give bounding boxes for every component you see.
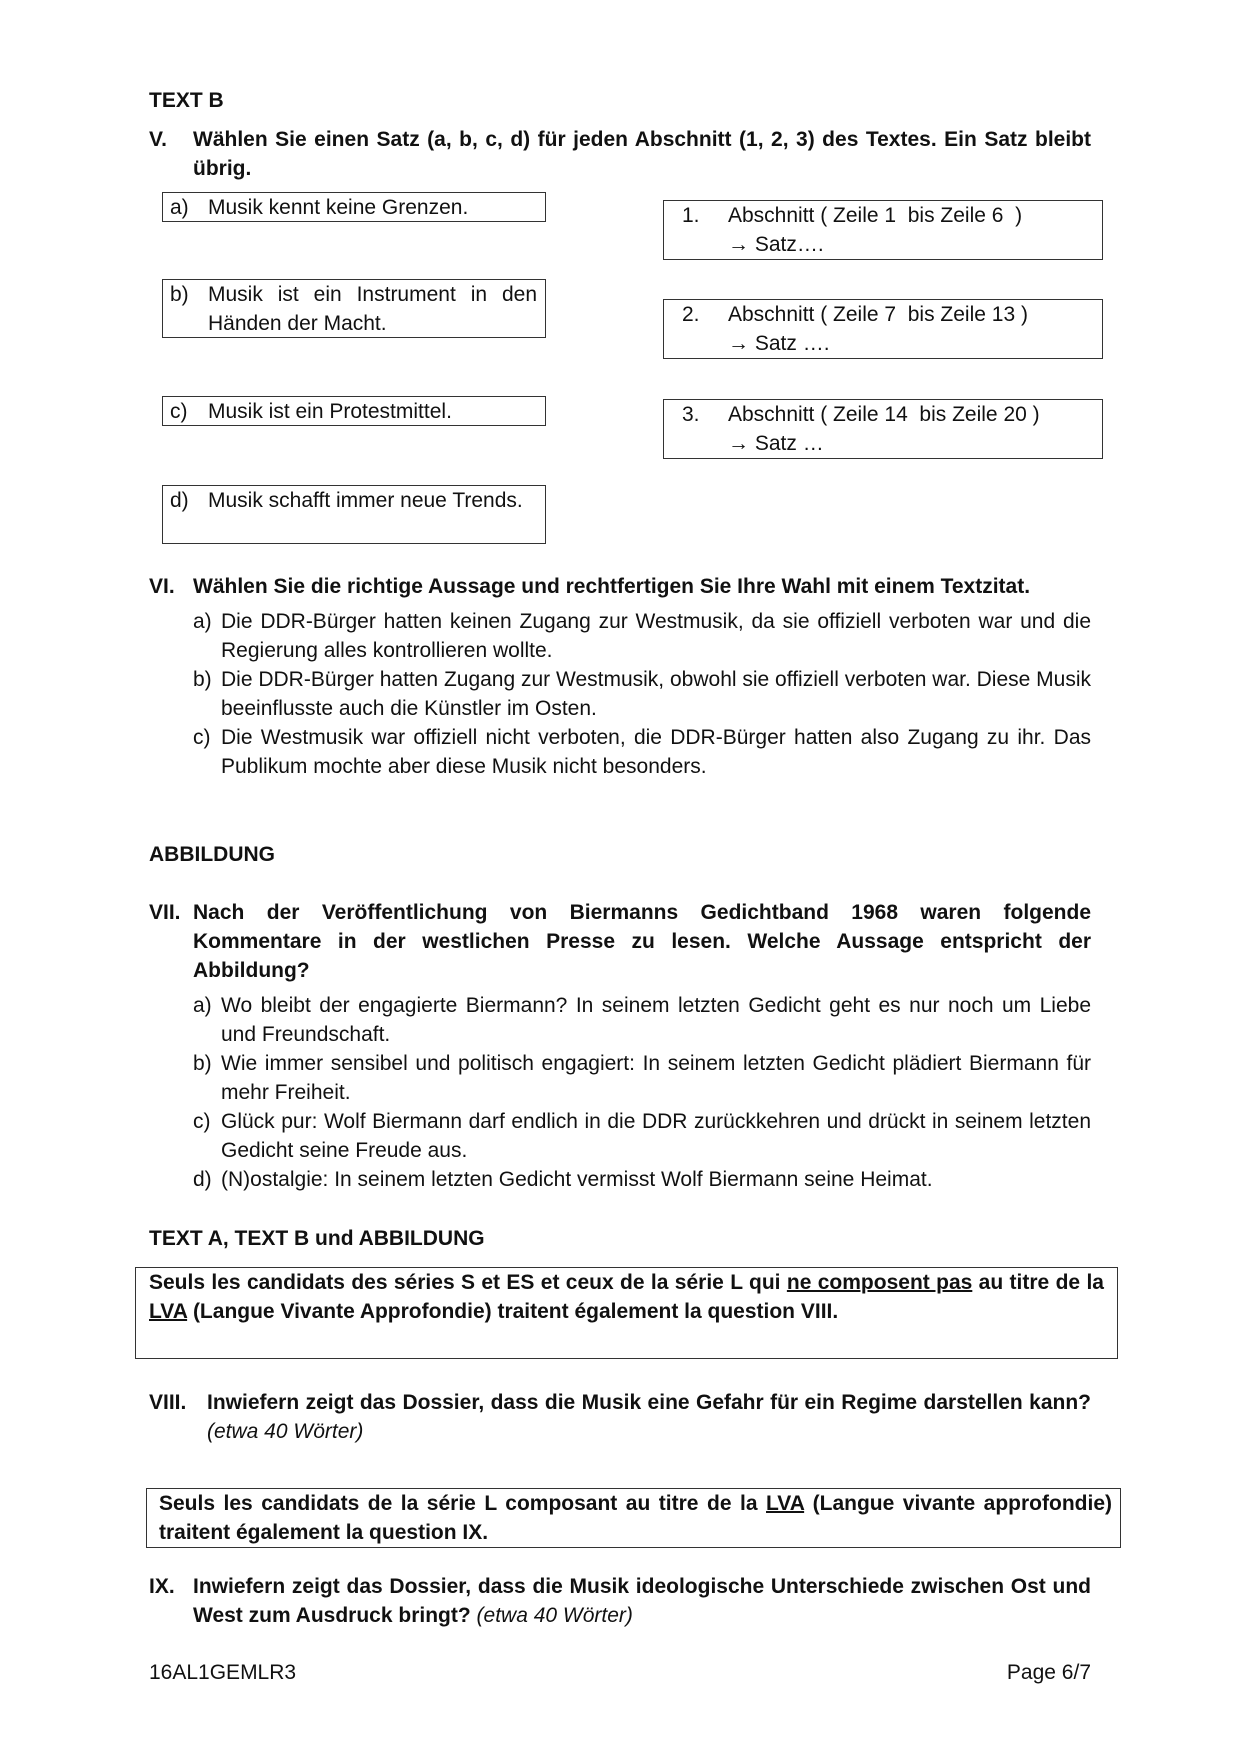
section-box-3 <box>663 399 1103 459</box>
section-box-2 <box>663 299 1103 359</box>
sentence-letter: a) <box>170 196 189 219</box>
section-heading-abbildung: ABBILDUNG <box>149 843 275 866</box>
footer-page-number: Page 6/7 <box>1006 1661 1091 1684</box>
option-list <box>193 607 1091 781</box>
option-letter: c) <box>193 726 211 749</box>
option-text: (N)ostalgie: In seinem letzten Gedicht vermisst Wolf Biermann seine Heimat. <box>221 1168 933 1191</box>
question-7 <box>149 898 1091 1194</box>
sentence-letter: c) <box>170 400 188 423</box>
question-text: Inwiefern zeigt das Dossier, dass die Musik ideologische Unterschiede zwischen Ost und West zum Ausdruck bringt? <box>193 1575 1091 1627</box>
question-text: Wählen Sie die richtige Aussage und rechtfertigen Sie Ihre Wahl mit einem Textzitat. <box>193 575 1031 598</box>
option-text: Die DDR-Bürger hatten Zugang zur Westmusik, obwohl sie offiziell verboten war. Diese Musik beeinflusste auch die Künstler im Osten. <box>221 668 1091 720</box>
sentence-box-a <box>162 192 546 222</box>
sentence-letter: b) <box>170 283 189 306</box>
section-heading-all: TEXT A, TEXT B und ABBILDUNG <box>149 1227 485 1250</box>
sentence-text: Musik ist ein Protestmittel. <box>208 400 452 423</box>
note-underlined-text: LVA <box>766 1492 805 1515</box>
question-number: V. <box>149 128 167 151</box>
sentence-text: Musik kennt keine Grenzen. <box>208 196 469 219</box>
option-a[interactable] <box>193 607 1091 665</box>
option-c[interactable] <box>193 723 1091 781</box>
question-number: VI. <box>149 575 175 598</box>
section-heading-text-b: TEXT B <box>149 89 224 112</box>
section-answer-field[interactable]: → Satz …. <box>728 332 830 355</box>
option-letter: d) <box>193 1168 212 1191</box>
option-text: Die Westmusik war offiziell nicht verboten, die DDR-Bürger hatten also Zugang zu ihr. Das Publikum mochte aber diese Musik nicht besonders. <box>221 726 1091 778</box>
question-9 <box>149 1572 1091 1630</box>
question-text: Nach der Veröffentlichung von Biermanns Gedichtband 1968 waren folgende Kommentare in der westlichen Presse zu lesen. Welche Aussage entspricht der Abbildung? <box>193 901 1091 982</box>
question-number: VIII. <box>149 1391 187 1414</box>
instruction-note-q9 <box>146 1488 1121 1548</box>
section-answer-field[interactable]: → Satz…. <box>728 233 824 256</box>
option-d[interactable] <box>193 1165 1091 1194</box>
question-5 <box>149 125 1091 183</box>
option-letter: a) <box>193 994 212 1017</box>
section-number: 1. <box>682 204 700 227</box>
section-range: Abschnitt ( Zeile 1 bis Zeile 6 ) <box>728 204 1023 227</box>
word-count-hint: (etwa 40 Wörter) <box>476 1604 633 1627</box>
option-b[interactable] <box>193 665 1091 723</box>
word-count-hint: (etwa 40 Wörter) <box>207 1420 364 1443</box>
sentence-box-d <box>162 485 546 544</box>
option-text: Wo bleibt der engagierte Biermann? In seinem letzten Gedicht geht es nur noch um Liebe und Freundschaft. <box>221 994 1091 1046</box>
option-list <box>193 991 1091 1194</box>
question-number: IX. <box>149 1575 175 1598</box>
option-text: Glück pur: Wolf Biermann darf endlich in die DDR zurückkehren und drückt in seinem letzten Gedicht seine Freude aus. <box>221 1110 1091 1162</box>
sentence-letter: d) <box>170 489 189 512</box>
section-number: 3. <box>682 403 700 426</box>
section-range: Abschnitt ( Zeile 14 bis Zeile 20 ) <box>728 403 1040 426</box>
note-text: Seuls les candidats de la série L composant au titre de la <box>159 1492 767 1515</box>
sentence-box-c <box>162 396 546 426</box>
question-text: Inwiefern zeigt das Dossier, dass die Musik eine Gefahr für ein Regime darstellen kann? <box>207 1391 1091 1414</box>
question-8 <box>149 1388 1091 1446</box>
note-text: (Langue vivante approfondie) traitent également la question IX. <box>159 1492 1112 1544</box>
section-answer-field[interactable]: → Satz … <box>728 432 824 455</box>
note-underlined-text: LVA <box>149 1300 188 1323</box>
sentence-box-b <box>162 279 546 338</box>
footer-code: 16AL1GEMLR3 <box>149 1661 297 1684</box>
section-number: 2. <box>682 303 700 326</box>
sentence-text: Musik schafft immer neue Trends. <box>208 489 523 512</box>
instruction-note-q8 <box>135 1267 1118 1359</box>
option-letter: a) <box>193 610 212 633</box>
option-c[interactable] <box>193 1107 1091 1165</box>
option-letter: b) <box>193 1052 212 1075</box>
note-text: Seuls les candidats des séries S et ES et ceux de la série L qui <box>149 1271 787 1294</box>
option-letter: b) <box>193 668 212 691</box>
option-text: Die DDR-Bürger hatten keinen Zugang zur Westmusik, da sie offiziell verboten war und die Regierung alles kontrollieren wollte. <box>221 610 1091 662</box>
question-6 <box>149 572 1091 781</box>
note-text: (Langue Vivante Approfondie) traitent également la question VIII. <box>187 1300 839 1323</box>
question-text: Wählen Sie einen Satz (a, b, c, d) für jeden Abschnitt (1, 2, 3) des Textes. Ein Satz bleibt übrig. <box>193 128 1091 180</box>
section-box-1 <box>663 200 1103 260</box>
question-number: VII. <box>149 901 181 924</box>
note-text: au titre de la <box>972 1271 1104 1294</box>
option-a[interactable] <box>193 991 1091 1049</box>
sentence-text: Musik ist ein Instrument in den Händen der Macht. <box>208 283 537 335</box>
option-letter: c) <box>193 1110 211 1133</box>
section-range: Abschnitt ( Zeile 7 bis Zeile 13 ) <box>728 303 1028 326</box>
option-text: Wie immer sensibel und politisch engagiert: In seinem letzten Gedicht plädiert Biermann für mehr Freiheit. <box>221 1052 1091 1104</box>
note-underlined-text: ne composent pas <box>786 1271 973 1294</box>
option-b[interactable] <box>193 1049 1091 1107</box>
